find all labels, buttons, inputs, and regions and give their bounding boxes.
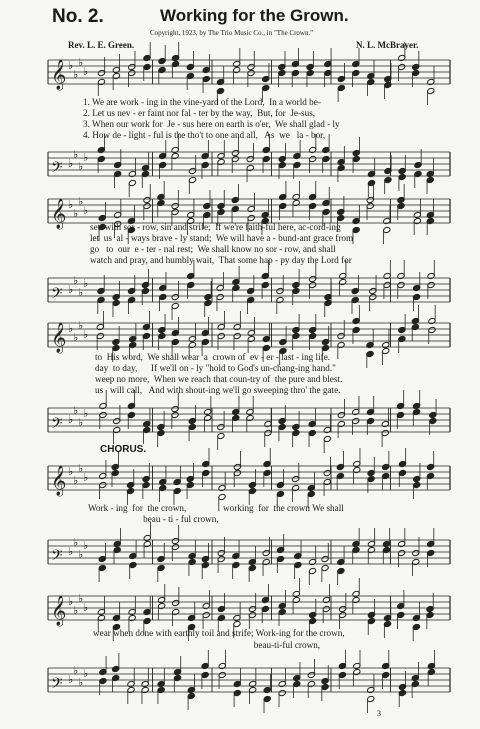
flat-icon: ♭ bbox=[83, 668, 89, 680]
flat-icon: ♭ bbox=[83, 472, 89, 484]
lyric-line: 3. When our work for Je - sus here on earth is o'er, We shall glad - ly bbox=[83, 119, 340, 129]
flat-icon: ♭ bbox=[73, 275, 79, 287]
bass-staff-3 bbox=[0, 400, 480, 442]
lyric-line: beau - ti - ful crown, bbox=[88, 514, 219, 524]
bass-clef-icon: 𝄢 bbox=[51, 159, 63, 180]
flat-icon: ♭ bbox=[78, 549, 84, 561]
treble-staff-1 bbox=[0, 52, 480, 94]
treble-clef-icon: 𝄞 bbox=[51, 596, 67, 626]
lyric-line: watch and pray, and humbly wait, That some hap - py day the Lord for bbox=[90, 255, 352, 265]
flat-icon: ♭ bbox=[68, 596, 74, 608]
flat-icon: ♭ bbox=[78, 593, 84, 605]
flat-icon: ♭ bbox=[68, 323, 74, 335]
flat-icon: ♭ bbox=[78, 417, 84, 429]
flat-icon: ♭ bbox=[78, 320, 84, 332]
flat-icon: ♭ bbox=[78, 287, 84, 299]
flat-icon: ♭ bbox=[68, 414, 74, 426]
lyric-line: go to our e - ter - nal rest; We shall know no sor - row, and shall bbox=[90, 244, 336, 254]
flat-icon: ♭ bbox=[73, 208, 79, 220]
flat-icon: ♭ bbox=[83, 66, 89, 78]
page-number: 3 bbox=[377, 709, 381, 718]
flat-icon: ♭ bbox=[68, 284, 74, 296]
bass-staff-2 bbox=[0, 270, 480, 312]
flat-icon: ♭ bbox=[83, 329, 89, 341]
lyric-line: let us al - ways brave - ly stand; We will have a - bund-ant grace from bbox=[90, 233, 354, 243]
lyric-line: us will call, And with shout-ing we'll go sweeping thro' the gate. bbox=[95, 385, 341, 395]
lyric-line: 4. How de - light - ful is the tho't to one and all, As we la - bor, bbox=[83, 130, 326, 140]
lyric-line: set with sor - row, sin and strife; If we're faith-ful here, ac-cord-ing bbox=[90, 222, 341, 232]
treble-clef-icon: 𝄞 bbox=[51, 199, 67, 229]
flat-icon: ♭ bbox=[73, 149, 79, 161]
bass-staff-4 bbox=[0, 532, 480, 574]
treble-staff-3 bbox=[0, 315, 480, 357]
flat-icon: ♭ bbox=[68, 60, 74, 72]
flat-icon: ♭ bbox=[83, 602, 89, 614]
bass-staff-1 bbox=[0, 144, 480, 186]
lyric-line: day to day, If we'll on - ly "hold to God's un-chang-ing hand." bbox=[95, 363, 336, 373]
flat-icon: ♭ bbox=[73, 475, 79, 487]
lyric-line: beau-ti-ful crown, bbox=[93, 640, 321, 650]
flat-icon: ♭ bbox=[78, 677, 84, 689]
flat-icon: ♭ bbox=[73, 605, 79, 617]
chorus-label: CHORUS. bbox=[100, 444, 147, 455]
lyric-line: to His word, We shall wear a crown of ev - er - last - ing life. bbox=[95, 352, 331, 362]
lyric-line: wear when done with earthly toil and strife; Work-ing for the crown, bbox=[93, 628, 345, 638]
bass-clef-icon: 𝄢 bbox=[51, 415, 63, 436]
lyricist-credit: Rev. L. E. Green. bbox=[68, 40, 135, 50]
flat-icon: ♭ bbox=[73, 332, 79, 344]
flat-icon: ♭ bbox=[78, 196, 84, 208]
flat-icon: ♭ bbox=[83, 408, 89, 420]
bass-clef-icon: 𝄢 bbox=[51, 285, 63, 306]
bass-clef-icon: 𝄢 bbox=[51, 547, 63, 568]
flat-icon: ♭ bbox=[68, 546, 74, 558]
flat-icon: ♭ bbox=[73, 665, 79, 677]
flat-icon: ♭ bbox=[83, 152, 89, 164]
hymn-title: Working for the Grown. bbox=[160, 6, 349, 25]
treble-clef-icon: 𝄞 bbox=[51, 466, 67, 496]
flat-icon: ♭ bbox=[78, 57, 84, 69]
composer-credit: N. L. McBrayer. bbox=[356, 40, 419, 50]
treble-clef-icon: 𝄞 bbox=[51, 323, 67, 353]
flat-icon: ♭ bbox=[73, 405, 79, 417]
flat-icon: ♭ bbox=[83, 205, 89, 217]
bass-staff-5 bbox=[0, 660, 480, 702]
flat-icon: ♭ bbox=[73, 537, 79, 549]
copyright-notice: Copyright, 1923, by The Trio Music Co., in "The Crown." bbox=[150, 29, 314, 37]
flat-icon: ♭ bbox=[83, 540, 89, 552]
flat-icon: ♭ bbox=[68, 199, 74, 211]
treble-staff-4 bbox=[0, 458, 480, 500]
flat-icon: ♭ bbox=[83, 278, 89, 290]
hymn-number: No. 2. bbox=[52, 6, 104, 27]
bass-clef-icon: 𝄢 bbox=[51, 675, 63, 696]
lyric-line: weep no more, When we reach that coun-try of the pure and blest. bbox=[95, 374, 343, 384]
flat-icon: ♭ bbox=[78, 463, 84, 475]
flat-icon: ♭ bbox=[68, 158, 74, 170]
flat-icon: ♭ bbox=[78, 161, 84, 173]
lyric-line: Work - ing for the crown, working for the crown We shall bbox=[88, 503, 344, 513]
flat-icon: ♭ bbox=[68, 466, 74, 478]
treble-staff-5 bbox=[0, 588, 480, 630]
flat-icon: ♭ bbox=[68, 674, 74, 686]
treble-clef-icon: 𝄞 bbox=[51, 60, 67, 90]
lyric-line: 1. We are work - ing in the vine-yard of the Lord, In a world be- bbox=[83, 97, 321, 107]
flat-icon: ♭ bbox=[73, 69, 79, 81]
lyric-line: 2. Let us nev - er faint nor fal - ter by the way, But, for Je-sus, bbox=[83, 108, 316, 118]
